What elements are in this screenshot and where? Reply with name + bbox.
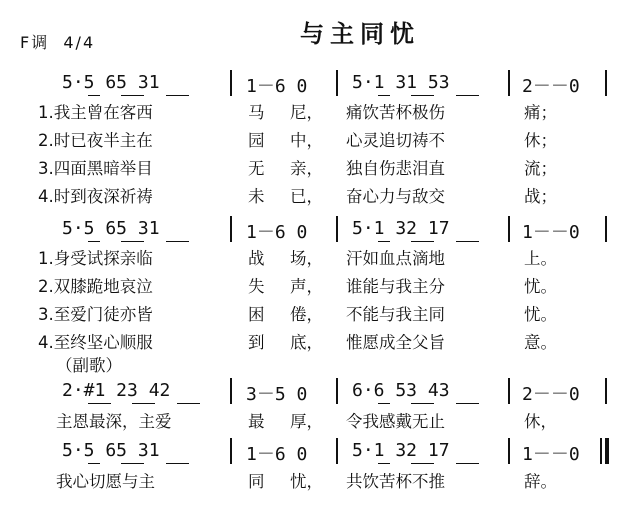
underline: [411, 463, 434, 464]
lyric-2-1: 2.时已夜半主在: [38, 131, 153, 150]
underline: [121, 241, 144, 242]
underline: [166, 95, 189, 96]
lyric-4-1: 4.时到夜深祈祷: [38, 187, 153, 206]
measure-4: 1－－0: [522, 222, 580, 243]
lyric-1-4: 汗如血点滴地: [346, 249, 445, 268]
underline: [132, 403, 155, 404]
underline: [88, 403, 111, 404]
measure-3: 5·1 31 53: [352, 72, 450, 93]
measure-2: 1－6 0: [246, 222, 308, 243]
lyric-3-1: 3.四面黑暗举目: [38, 159, 153, 178]
lyric-1-4: 痛饮苦杯极伤: [346, 103, 445, 122]
underline: [411, 403, 434, 404]
measure-1: 5·5 65 31: [62, 440, 160, 461]
underline: [121, 95, 144, 96]
lyric-1-3: 场，: [290, 249, 323, 268]
underline: [88, 463, 100, 464]
barline: [336, 378, 338, 404]
underline: [456, 403, 479, 404]
underline: [411, 95, 434, 96]
underline: [456, 463, 479, 464]
barline: [508, 378, 510, 404]
lyric-3-2: 困: [248, 305, 265, 324]
barline: [336, 438, 338, 464]
lyric-1-2: 马: [248, 103, 265, 122]
lyric-1-5: 上。: [524, 249, 557, 268]
measure-2: 3－5 0: [246, 384, 308, 405]
lyric-2-4: 谁能与我主分: [346, 277, 445, 296]
barline: [508, 70, 510, 96]
lyric-4-2: 到: [248, 333, 265, 352]
lyric-2-3: 中，: [290, 131, 323, 150]
underline: [456, 241, 479, 242]
lyric-4-1: 4.至终坚心顺服: [38, 333, 153, 352]
underline: [88, 95, 100, 96]
final-barline-thin: [600, 438, 602, 464]
barline: [605, 70, 607, 96]
lyric-1-2: 战: [248, 249, 265, 268]
lyric-2-5: 休；: [524, 131, 557, 150]
lyric-1-3: 尼，: [290, 103, 323, 122]
key-signature: F调 4/4: [20, 33, 96, 52]
underline: [456, 95, 479, 96]
lyric-2-3: 声，: [290, 277, 323, 296]
lyric-1-3: 忧，: [290, 472, 323, 491]
lyric-1-1: 1.身受试探亲临: [38, 249, 153, 268]
measure-3: 5·1 32 17: [352, 440, 450, 461]
lyric-2-1: 2.双膝跪地哀泣: [38, 277, 153, 296]
underline: [411, 241, 434, 242]
measure-1: 2·#1 23 42: [62, 380, 171, 401]
lyric-2-2: 园: [248, 131, 265, 150]
underline: [378, 403, 390, 404]
underline: [378, 241, 390, 242]
lyric-4-4: 惟愿成全父旨: [346, 333, 445, 352]
lyric-1-3: 厚，: [290, 412, 323, 431]
measure-4: 1－－0: [522, 444, 580, 465]
lyric-1-5: 休，: [524, 412, 557, 431]
barline: [508, 216, 510, 242]
lyric-1-4: 令我感戴无止: [346, 412, 445, 431]
lyric-1-5: 痛；: [524, 103, 557, 122]
underline: [378, 463, 390, 464]
lyric-4-5: 战；: [524, 187, 557, 206]
measure-3: 6·6 53 43: [352, 380, 450, 401]
lyric-3-5: 流；: [524, 159, 557, 178]
lyric-4-5: 意。: [524, 333, 557, 352]
underline: [88, 241, 100, 242]
barline: [605, 378, 607, 404]
lyric-3-4: 独自伤悲泪直: [346, 159, 445, 178]
lyric-3-4: 不能与我主同: [346, 305, 445, 324]
barline: [508, 438, 510, 464]
lyric-1-1: 1.我主曾在客西: [38, 103, 153, 122]
lyric-4-2: 未: [248, 187, 265, 206]
measure-2: 1－6 0: [246, 444, 308, 465]
underline: [378, 95, 390, 96]
lyric-4-3: 已，: [290, 187, 323, 206]
barline: [230, 378, 232, 404]
lyric-3-2: 无: [248, 159, 265, 178]
lyric-3-1: 3.至爱门徒亦皆: [38, 305, 153, 324]
lyric-1-1: 我心切愿与主: [56, 472, 155, 491]
measure-1: 5·5 65 31: [62, 72, 160, 93]
barline: [605, 216, 607, 242]
lyric-1-1: 主恩最深，主爱: [56, 412, 172, 431]
lyric-2-5: 忧。: [524, 277, 557, 296]
measure-3: 5·1 32 17: [352, 218, 450, 239]
lyric-2-2: 失: [248, 277, 265, 296]
lyric-1-2: 同: [248, 472, 265, 491]
song-title: 与主同忧: [300, 20, 420, 48]
barline: [230, 438, 232, 464]
barline: [230, 216, 232, 242]
barline: [336, 70, 338, 96]
lyric-3-3: 倦，: [290, 305, 323, 324]
barline: [336, 216, 338, 242]
underline: [166, 241, 189, 242]
barline: [230, 70, 232, 96]
measure-2: 1－6 0: [246, 76, 308, 97]
lyric-3-5: 忧。: [524, 305, 557, 324]
lyric-4-4: 奋心力与敌交: [346, 187, 445, 206]
underline: [177, 403, 200, 404]
measure-4: 2－－0: [522, 76, 580, 97]
underline: [166, 463, 189, 464]
lyric-3-3: 亲，: [290, 159, 323, 178]
lyric-1-2: 最: [248, 412, 265, 431]
lyric-2-4: 心灵追切祷不: [346, 131, 445, 150]
underline: [121, 463, 144, 464]
final-barline-thick: [605, 438, 609, 464]
lyric-1-4: 共饮苦杯不推: [346, 472, 445, 491]
measure-1: 5·5 65 31: [62, 218, 160, 239]
refrain-label: （副歌）: [56, 356, 122, 375]
lyric-4-3: 底，: [290, 333, 323, 352]
measure-4: 2－－0: [522, 384, 580, 405]
lyric-1-5: 辞。: [524, 472, 557, 491]
